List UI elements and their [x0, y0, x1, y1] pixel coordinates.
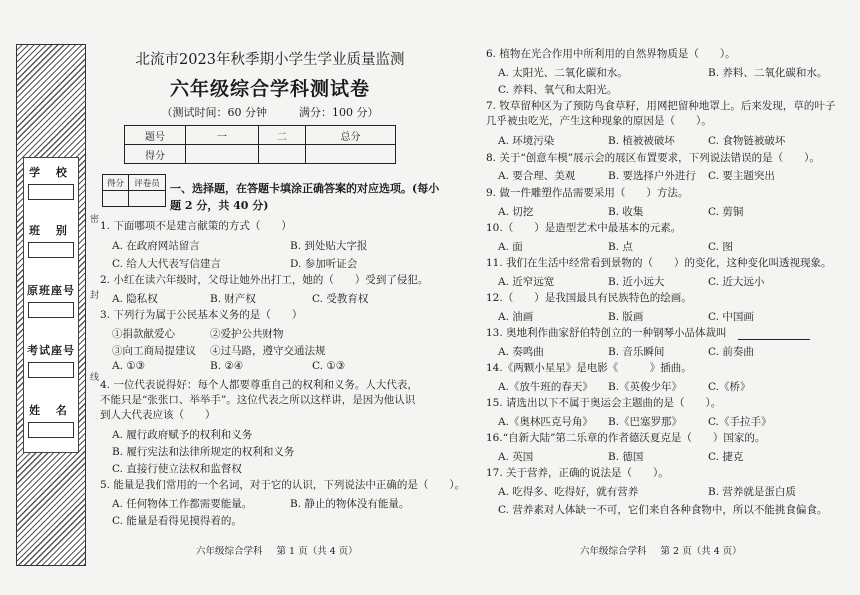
- question-16: 16.“自新大陆”第二乐章的作者德沃夏克是（ ）国家的。: [486, 432, 766, 444]
- grader-table: 得分 评卷员: [102, 174, 166, 207]
- footer-page-2: 六年级综合学科 第 2 页（共 4 页）: [580, 546, 742, 557]
- page-1: 北流市2023年秋季期小学生学业质量监测 六年级综合学科测试卷 （测试时间：60 分钟 满分：100 分） 题号 一 二 总分 得分 得分 评卷员 一、选择题，在答题卡填涂正确答案的对应选项。(每小题 2 分，共 40 分) 1. 下面哪项不是建言献策的方式（ ） A. 在政府网站留言 B. 到处贴大字报 C. 给人大代表写信建言 D. 参加听证会 2. 小红在读六年级时，父母让她外出打工，她的（ ）受到了侵犯。 A. 隐私权 B. 财产权 C. 受教育权 3. 下列行为属于公民基本义务的是（ ） ①捐款献爱心 ②爱护公共财物 ③向工商局提建议 ④过马路，遵守交通法规 A. ①③ B. ②④ C. ①③ 4. 一位代表说得好：每个人都要尊重自己的权利和义务。人大代表，不能只是“张张口、举举手”。这位代表之所以这样讲，是因为他认识到人大代表应该（ ） A. 履行政府赋予的权利和义务 B. 履行宪法和法律所规定的权利和义务 C. 直接行使立法权和监督权 5. 能量是我们常用的一个名词，对于它的认识，下列说法中正确的是（ ）。 A. 任何物体工作都需要能量。 B. 静止的物体没有能量。 C. 能量是看得见摸得着的。 六年级综合学科 第 1 页（共 4 页）: [100, 0, 440, 595]
- name-box[interactable]: [28, 422, 74, 438]
- exam-header: 北流市2023年秋季期小学生学业质量监测: [135, 52, 405, 68]
- exam-seat-box[interactable]: [28, 362, 74, 378]
- class-field: 班 别: [24, 222, 78, 258]
- seal-xian: 线: [90, 373, 100, 383]
- question-12: 12.（ ）是我国最具有民族特色的绘画。: [486, 292, 692, 304]
- footer-page-1: 六年级综合学科 第 1 页（共 4 页）: [196, 546, 358, 557]
- question-6: 6. 植物在光合作用中所利用的自然界物质是（ ）。: [486, 48, 736, 60]
- question-10: 10.（ ）是造型艺术中最基本的元素。: [486, 222, 682, 234]
- seal-mi: 密: [90, 215, 100, 225]
- score-table: 题号 一 二 总分 得分: [124, 125, 396, 164]
- exam-seat-field: 考试座号: [24, 342, 78, 378]
- school-field: 学 校: [24, 164, 78, 200]
- section-1-heading: 一、选择题，在答题卡填涂正确答案的对应选项。(每小题 2 分，共 40 分): [170, 182, 440, 212]
- score-cell-2[interactable]: [259, 145, 306, 164]
- page-2: 6. 植物在光合作用中所利用的自然界物质是（ ）。 A. 太阳光、二氧化碳和水。 B. 养料、二氧化碳和水。 C. 养料、氧气和太阳光。 7. 牧草留种区为了预防鸟食草籽，用网把留种地罩上。后来发现，草的叶子几乎被虫吃光，产生这种现象的原因是（ ）。 A. 环境污染 B. 植被被破坏 C. 食物链被破坏 8. 关于“创意车模”展示会的展区布置要求，下列说法错误的是（ ）。 A. 要合理、美观 B. 要选择户外进行 C. 要主题突出 9. 做一件雕塑作品需要采用（ ）方法。 A. 切挖 B. 收集 C. 剪铜 10.（ ）是造型艺术中最基本的元素。 A. 面 B. 点 C. 图 11. 我们在生活中经常看到景物的（ ）的变化，这种变化叫透视现象。 A. 近窄远宽 B. 近小远大 C. 近大远小 12.（ ）是我国最具有民族特色的绘画。 A. 油画 B. 版画 C. 中国画 13. 奥地利作曲家舒伯特创立的一种钢琴小品体裁叫 A. 奏鸣曲 B. 音乐瞬间 C. 前奏曲 14.《两颗小星星》是电影《 》插曲。 A.《放牛班的春天》 B.《英俊少年》 C.《桥》 15. 请选出以下不属于奥运会主题曲的是（ ）。 A.《奥林匹克号角》 B.《巴塞罗那》 C.《手拉手》 16.“自新大陆”第二乐章的作者德沃夏克是（ ）国家的。 A. 英国 B. 德国 C. 捷克 17. 关于营养，正确的说法是（ ）。 A. 吃得多、吃得好，就有营养 B. 营养就是蛋白质 C. 营养素对人体缺一不可，它们来自各种食物中，所以不能挑食偏食。 六年级综合学科 第 2 页（共 4 页）: [470, 0, 850, 595]
- question-8: 8. 关于“创意车模”展示会的展区布置要求，下列说法错误的是（ ）。: [486, 152, 820, 164]
- score-cell-total[interactable]: [306, 145, 396, 164]
- question-5: 5. 能量是我们常用的一个名词，对于它的认识，下列说法中正确的是（ ）。: [100, 479, 466, 491]
- class-box[interactable]: [28, 242, 74, 258]
- question-7: 7. 牧草留种区为了预防鸟食草籽，用网把留种地罩上。后来发现，草的叶子几乎被虫吃光，产生这种现象的原因是（ ）。: [486, 100, 836, 127]
- binding-fields: [23, 157, 79, 453]
- exam-info: （测试时间：60 分钟 满分：100 分）: [161, 106, 379, 119]
- school-box[interactable]: [28, 184, 74, 200]
- score-cell-1[interactable]: [186, 145, 259, 164]
- binding-strip: [16, 44, 86, 566]
- question-9: 9. 做一件雕塑作品需要采用（ ）方法。: [486, 187, 689, 199]
- question-14: 14.《两颗小星星》是电影《 》插曲。: [486, 362, 692, 374]
- question-2: 2. 小红在读六年级时，父母让她外出打工，她的（ ）受到了侵犯。: [100, 274, 429, 286]
- question-15: 15. 请选出以下不属于奥运会主题曲的是（ ）。: [486, 397, 722, 409]
- question-4: 4. 一位代表说得好：每个人都要尊重自己的权利和义务。人大代表，不能只是“张张口、举举手”。这位代表之所以这样讲，是因为他认识到人大代表应该（ ）: [100, 379, 418, 421]
- original-seat-box[interactable]: [28, 302, 74, 318]
- seal-feng: 封: [90, 291, 100, 301]
- question-13: 13. 奥地利作曲家舒伯特创立的一种钢琴小品体裁叫: [486, 327, 727, 339]
- question-17: 17. 关于营养，正确的说法是（ ）。: [486, 467, 669, 479]
- question-1: 1. 下面哪项不是建言献策的方式（ ）: [100, 220, 292, 232]
- original-seat-field: 原班座号: [24, 282, 78, 318]
- answer-blank[interactable]: [738, 339, 810, 340]
- name-field: 姓 名: [24, 402, 78, 438]
- question-11: 11. 我们在生活中经常看到景物的（ ）的变化，这种变化叫透视现象。: [486, 257, 832, 269]
- question-3: 3. 下列行为属于公民基本义务的是（ ）: [100, 309, 303, 321]
- exam-title: 六年级综合学科测试卷: [169, 78, 370, 100]
